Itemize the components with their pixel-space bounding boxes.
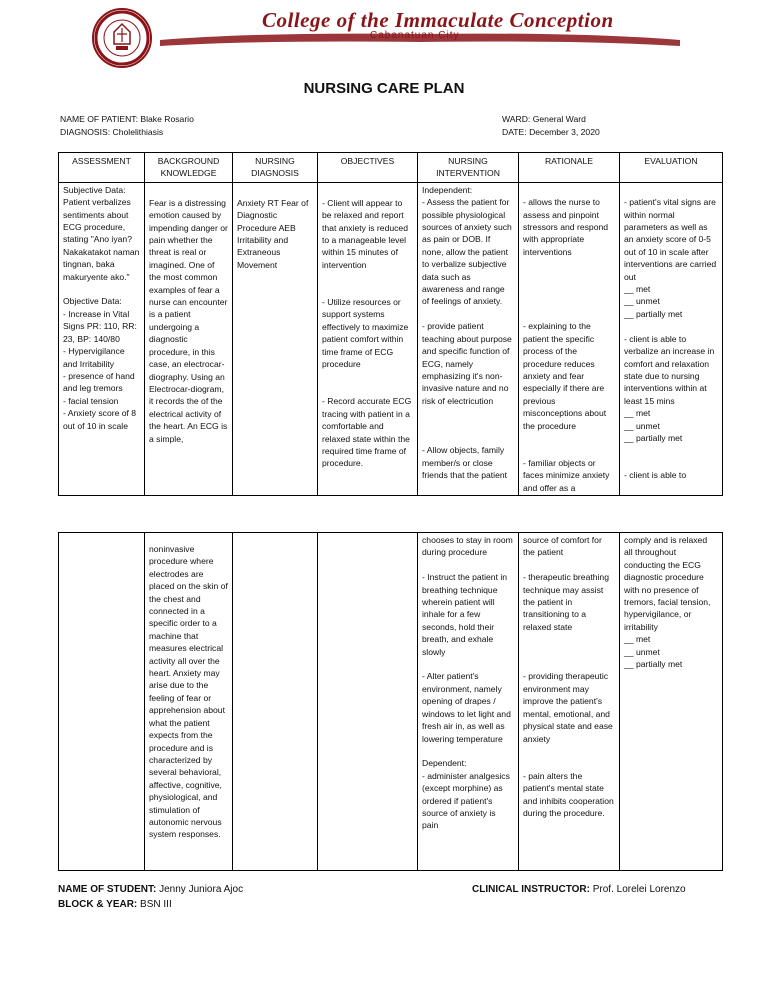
student-value: Jenny Juniora Ajoc	[159, 884, 244, 895]
block-label: BLOCK & YEAR:	[58, 899, 138, 910]
patient-value: Blake Rosario	[140, 114, 194, 124]
rationale-cell: source of comfort for the patient - therapeutic breathing technique may assist the patient in transitioning to a relaxed state - providing therapeutic environment may improve the patient's mental, emotional, and physical state and ease anxiety - pain alters the patient's mental state and inhibits cooperation during the procedure.	[523, 535, 614, 818]
header-nursing-intervention: NURSING INTERVENTION	[418, 153, 519, 183]
background-cell: noninvasive procedure where electrodes are placed on the skin of the chest and connected in a specific order to a machine that measures electrical activity all over the heart. Anxiety may arise due to the feeling of fear or apprehension about what the patient expects from the procedure and is characterized by several behavioral, affective, cognitive, physiological, and stimulation of autonomic nervous system responses.	[149, 544, 231, 840]
block-year-line	[58, 899, 172, 910]
header-background-knowledge: BACKGROUND KNOWLEDGE	[145, 153, 233, 183]
diagnosis-cell: Anxiety RT Fear of Diagnostic Procedure AEB Irritability and Extraneous Movement	[237, 197, 311, 270]
diagnosis-label: DIAGNOSIS:	[60, 127, 111, 137]
student-name-line	[58, 884, 243, 895]
date-label: DATE:	[502, 127, 527, 137]
page-title: NURSING CARE PLAN	[303, 80, 465, 97]
evaluation-cell: - patient's vital signs are within normal parameters as well as an anxiety score of 0-5 out of 10 in scale after interventions are carried out __ met __ unmet __ partially met - client is able to verbalize an increase in comfort and relaxation state due to nursing interventions within at least 15 mins __ met __ unmet __ partially met - client is able to	[624, 197, 717, 481]
care-plan-table-page1	[58, 152, 723, 496]
block-value: BSN III	[140, 899, 172, 910]
college-name: College of the Immaculate Conception	[262, 8, 614, 32]
header-objectives: OBJECTIVES	[318, 153, 418, 183]
college-city: Cabanatuan City	[370, 30, 460, 41]
instructor-value: Prof. Lorelei Lorenzo	[592, 884, 686, 895]
instructor-label: CLINICAL INSTRUCTOR:	[472, 884, 590, 895]
diagnosis-value: Cholelithiasis	[112, 127, 164, 137]
patient-label: NAME OF PATIENT:	[60, 114, 138, 124]
ward-value: General Ward	[532, 114, 586, 124]
seal-icon	[94, 10, 150, 66]
ward-line	[502, 114, 586, 124]
intervention-cell: chooses to stay in room during procedure - Instruct the patient in breathing technique wherein patient will inhale for a few seconds, hold their breath, and exhale slowly - Alter patient's environment, namely opening of drapes / windows to let light and fresh air in, as well as lowering temperature Dependent: - administer analgesics (except morphine) as ordered if patient's source of anxiety is pain	[422, 535, 513, 831]
student-label: NAME OF STUDENT:	[58, 884, 157, 895]
date-value: December 3, 2020	[529, 127, 600, 137]
instructor-line	[472, 884, 686, 895]
header-assessment: ASSESSMENT	[59, 153, 145, 183]
intervention-cell: Independent: - Assess the patient for possible physiological sources of anxiety such as pain or DOB. If none, allow the patient to verbalize subjective data such as awareness and range of feelings of anxiety. - provide patient teaching about purpose and specific function of ECG, namely emphasizing it's non-invasive nature and no risk of electricution - Allow objects, family member/s or close friends that the patient	[422, 184, 512, 481]
header-rationale: RATIONALE	[519, 153, 620, 183]
objectives-cell: - Client will appear to be relaxed and report that anxiety is reduced to a manageable level within 15 minutes of intervention - Utilize resources or support systems effectively to maximize patient comfort within time frame of ECG procedure - Record accurate ECG tracing with patient in a comfortable and relaxed state within the required time frame of procedure.	[322, 197, 412, 469]
table-row	[59, 533, 723, 871]
care-plan-table-page2	[58, 532, 723, 871]
table-header-row	[59, 153, 723, 183]
assessment-cell: Subjective Data: Patient verbalizes sentiments about ECG procedure, stating "Ano iyan? Nakakatakot naman tingnan, baka makuryente ako." Objective Data: - Increase in Vital Signs PR: 110, RR: 23, BP: 140/80 - Hypervigilance and Irritability - presence of hand and leg tremors - facial tension - Anxiety score of 8 out of 10 in scale	[63, 184, 140, 431]
diagnosis-line	[60, 127, 163, 137]
rationale-cell: - allows the nurse to assess and pinpoint stressors and respond with appropriate interventions - explaining to the patient the specific process of the procedure reduces anxiety and fear especially if there are previous misconceptions about the procedure - familiar objects or faces minimize anxiety and offer as a	[523, 197, 610, 493]
header-nursing-diagnosis: NURSING DIAGNOSIS	[233, 153, 318, 183]
table-row	[59, 182, 723, 495]
college-seal-logo	[92, 8, 152, 68]
background-cell: Fear is a distressing emotion caused by impending danger or pain whether the threat is real or imagined. One of the most common examples of fear a nurse can encounter is a patient undergoing a diagnostic procedure, in this case, an electrocar-diography. Using an Electrocar-diogram, it records the of the electrical activity of the heart. An ECG is a simple,	[149, 197, 231, 444]
evaluation-cell: comply and is relaxed all throughout conducting the ECG diagnostic procedure with no presence of tremors, facial tension, hypervigilance, or irritability __ met __ unmet __ partially met	[624, 535, 711, 670]
patient-name	[60, 114, 194, 124]
date-line	[502, 127, 600, 137]
ward-label: WARD:	[502, 114, 531, 124]
header-evaluation: EVALUATION	[620, 153, 723, 183]
